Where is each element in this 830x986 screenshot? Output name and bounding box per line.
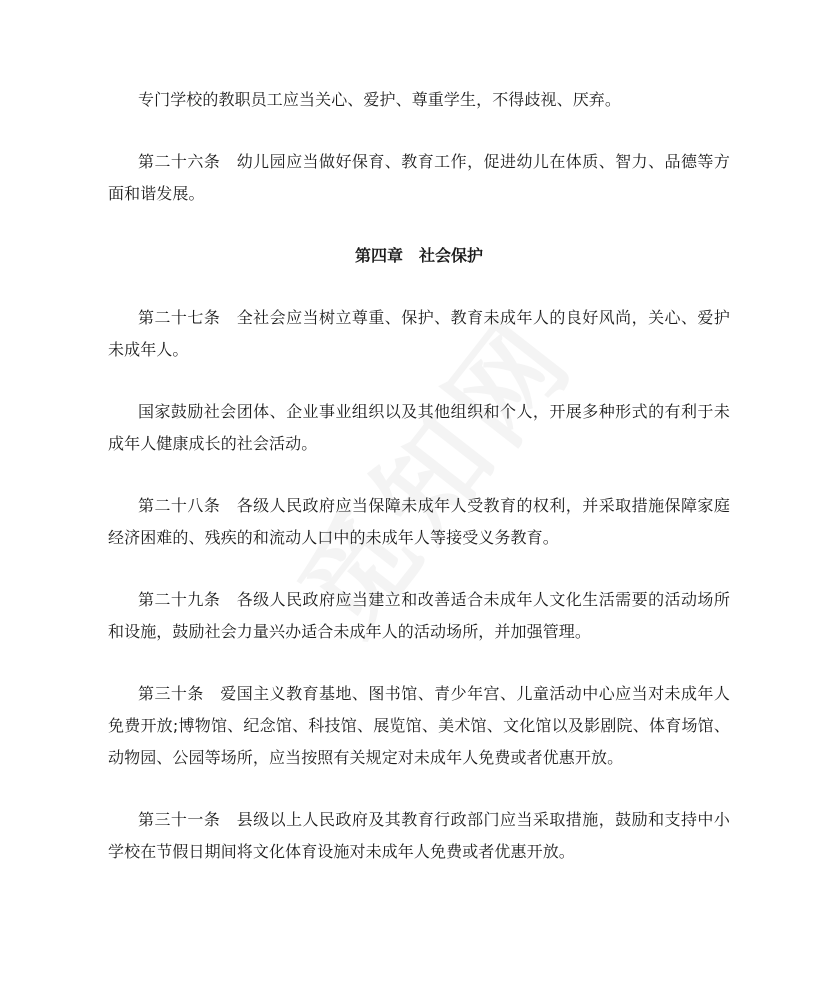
paragraph: 第二十六条 幼儿园应当做好保育、教育工作，促进幼儿在体质、智力、品德等方面和谐发展。 — [108, 152, 730, 203]
paragraph: 第三十一条 县级以上人民政府及其教育行政部门应当采取措施，鼓励和支持中小学校在节假日期间将文化体育设施对未成年人免费或者优惠开放。 — [108, 810, 730, 861]
paragraph: 第二十八条 各级人民政府应当保障未成年人受教育的权利，并采取措施保障家庭经济困难的、残疾的和流动人口中的未成年人等接受义务教育。 — [108, 496, 730, 547]
document-page — [108, 84, 730, 898]
paragraph: 国家鼓励社会团体、企业事业组织以及其他组织和个人，开展多种形式的有利于未成年人健康成长的社会活动。 — [108, 402, 730, 453]
paragraph: 专门学校的教职员工应当关心、爱护、尊重学生，不得歧视、厌弃。 — [138, 90, 622, 109]
paragraph: 第二十九条 各级人民政府应当建立和改善适合未成年人文化生活需要的活动场所和设施，鼓励社会力量兴办适合未成年人的活动场所，并加强管理。 — [108, 590, 730, 641]
paragraph: 第三十条 爱国主义教育基地、图书馆、青少年宫、儿童活动中心应当对未成年人免费开放;博物馆、纪念馆、科技馆、展览馆、美术馆、文化馆以及影剧院、体育场馆、动物园、公园等场所，应当按照有关规定对未成年人免费或者优惠开放。 — [108, 684, 730, 767]
chapter-title: 第四章 社会保护 — [354, 246, 483, 265]
paragraph: 第二十七条 全社会应当树立尊重、保护、教育未成年人的良好风尚，关心、爱护未成年人。 — [108, 308, 730, 359]
